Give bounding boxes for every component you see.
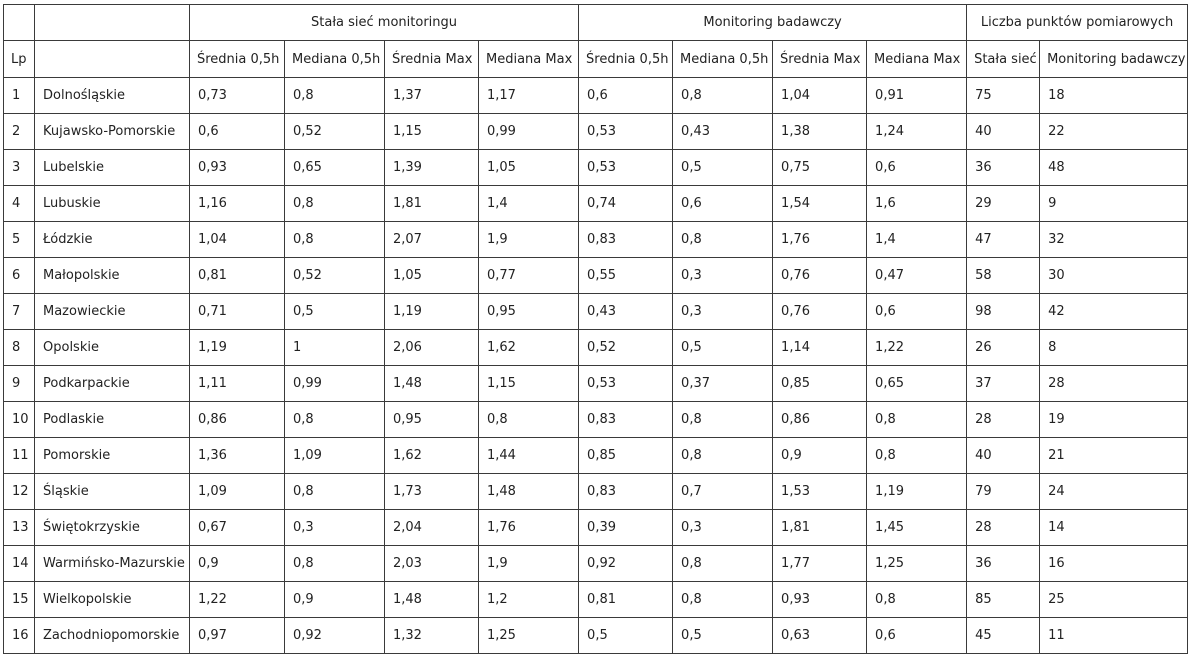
table-cell: 13 (4, 510, 35, 546)
table-cell: 0,8 (867, 402, 967, 438)
table-row (4, 510, 1188, 546)
column-header: Średnia 0,5h (190, 41, 285, 78)
table-cell: 0,63 (773, 618, 867, 654)
table-cell: 1,53 (773, 474, 867, 510)
table-cell: 0,9 (190, 546, 285, 582)
table-cell: 0,83 (579, 474, 673, 510)
table-cell: 1,25 (479, 618, 579, 654)
table-cell: 85 (967, 582, 1040, 618)
table-cell: 0,6 (867, 618, 967, 654)
table-cell: 25 (1040, 582, 1188, 618)
table-cell: Podkarpackie (35, 366, 190, 402)
table-cell: 40 (967, 114, 1040, 150)
table-cell: 28 (1040, 366, 1188, 402)
table-cell: 9 (4, 366, 35, 402)
table-cell: 1,19 (867, 474, 967, 510)
table-row (4, 438, 1188, 474)
table-cell: 4 (4, 186, 35, 222)
table-cell: 1,44 (479, 438, 579, 474)
table-cell: 0,8 (479, 402, 579, 438)
table-cell: 75 (967, 78, 1040, 114)
column-header: Monitoring badawczy (1040, 41, 1188, 78)
table-cell: 0,8 (867, 582, 967, 618)
table-cell: 1,38 (773, 114, 867, 150)
table-cell: Podlaskie (35, 402, 190, 438)
table-cell: 6 (4, 258, 35, 294)
table-cell: 1,22 (867, 330, 967, 366)
table-cell: 24 (1040, 474, 1188, 510)
table-cell: 0,75 (773, 150, 867, 186)
table-cell: 0,67 (190, 510, 285, 546)
table-cell: 0,8 (867, 438, 967, 474)
table-cell: Łódzkie (35, 222, 190, 258)
table-cell: 0,6 (190, 114, 285, 150)
column-header: Mediana Max (479, 41, 579, 78)
table-cell: 26 (967, 330, 1040, 366)
table-cell: 14 (1040, 510, 1188, 546)
table-cell: Świętokrzyskie (35, 510, 190, 546)
table-cell: 1,4 (867, 222, 967, 258)
table-cell: Dolnośląskie (35, 78, 190, 114)
table-cell: Śląskie (35, 474, 190, 510)
table-cell: 0,99 (285, 366, 385, 402)
table-cell: 0,43 (673, 114, 773, 150)
table-cell: 1,6 (867, 186, 967, 222)
table-cell: 0,5 (673, 330, 773, 366)
table-cell: 1,09 (285, 438, 385, 474)
table-cell: 0,39 (579, 510, 673, 546)
table-cell: 1,37 (385, 78, 479, 114)
table-cell: 0,3 (673, 258, 773, 294)
table-row (4, 618, 1188, 654)
table-cell: 2,04 (385, 510, 479, 546)
table-cell: 8 (4, 330, 35, 366)
table-row (4, 582, 1188, 618)
table-row (4, 546, 1188, 582)
table-cell: 0,93 (190, 150, 285, 186)
table-cell: 1,39 (385, 150, 479, 186)
table-cell: Lubuskie (35, 186, 190, 222)
table-cell: 0,53 (579, 114, 673, 150)
table-cell: 1,77 (773, 546, 867, 582)
group-header-row (4, 5, 1188, 41)
table-cell: 0,95 (385, 402, 479, 438)
table-cell: 1,45 (867, 510, 967, 546)
column-header: Średnia Max (385, 41, 479, 78)
table-cell: Kujawsko-Pomorskie (35, 114, 190, 150)
table-cell: 1,2 (479, 582, 579, 618)
table-row (4, 474, 1188, 510)
table-row (4, 330, 1188, 366)
table-cell: 1,19 (385, 294, 479, 330)
table-cell: 0,95 (479, 294, 579, 330)
table-cell: 22 (1040, 114, 1188, 150)
table-cell: 0,5 (285, 294, 385, 330)
table-cell: Warmińsko-Mazurskie (35, 546, 190, 582)
corner-cell (4, 5, 35, 41)
table-cell: 1,36 (190, 438, 285, 474)
table-cell: 0,8 (673, 78, 773, 114)
table-cell: 16 (4, 618, 35, 654)
table-cell: 1,81 (773, 510, 867, 546)
table-cell: 1,17 (479, 78, 579, 114)
table-cell: 1,9 (479, 546, 579, 582)
table-cell: 1,76 (479, 510, 579, 546)
table-cell: 0,5 (579, 618, 673, 654)
table-cell: 1,25 (867, 546, 967, 582)
table-cell: 58 (967, 258, 1040, 294)
table-cell: 10 (4, 402, 35, 438)
table-cell: Wielkopolskie (35, 582, 190, 618)
table-cell: 1,24 (867, 114, 967, 150)
table-cell: 0,71 (190, 294, 285, 330)
corner-cell (35, 5, 190, 41)
table-cell: 1,62 (479, 330, 579, 366)
table-cell: 0,74 (579, 186, 673, 222)
table-cell: 0,43 (579, 294, 673, 330)
table-cell: 0,8 (285, 546, 385, 582)
table-cell: 0,85 (579, 438, 673, 474)
table-cell: 1,11 (190, 366, 285, 402)
table-cell: 1,04 (190, 222, 285, 258)
table-cell: 30 (1040, 258, 1188, 294)
table-cell: 0,9 (285, 582, 385, 618)
table-cell: 1,15 (479, 366, 579, 402)
table-cell: 98 (967, 294, 1040, 330)
table-cell: 14 (4, 546, 35, 582)
column-header: Średnia Max (773, 41, 867, 78)
column-header: Mediana 0,5h (285, 41, 385, 78)
table-cell: 1,48 (385, 582, 479, 618)
column-header: Lp (4, 41, 35, 78)
table-cell: 0,86 (773, 402, 867, 438)
table-cell: 16 (1040, 546, 1188, 582)
table-cell: 0,8 (673, 582, 773, 618)
table-cell: 1,05 (385, 258, 479, 294)
table-cell: 29 (967, 186, 1040, 222)
table-cell: 2,03 (385, 546, 479, 582)
column-header-row (4, 41, 1188, 78)
table-cell: 0,6 (867, 294, 967, 330)
table-cell: 9 (1040, 186, 1188, 222)
table-cell: 0,47 (867, 258, 967, 294)
table-cell: 2 (4, 114, 35, 150)
table-cell: 0,6 (867, 150, 967, 186)
table-cell: Lubelskie (35, 150, 190, 186)
group-header-stala: Stała sieć monitoringu (190, 5, 579, 41)
table-cell: 0,3 (285, 510, 385, 546)
table-row (4, 402, 1188, 438)
column-header: Stała sieć (967, 41, 1040, 78)
monitoring-table (3, 4, 1188, 654)
table-row (4, 366, 1188, 402)
table-cell: 0,6 (579, 78, 673, 114)
table-cell: 0,52 (285, 114, 385, 150)
table-cell: 1,81 (385, 186, 479, 222)
table-cell: 1,09 (190, 474, 285, 510)
table-cell: Mazowieckie (35, 294, 190, 330)
table-cell: 0,37 (673, 366, 773, 402)
table-cell: 1,05 (479, 150, 579, 186)
table-cell: 1,48 (385, 366, 479, 402)
table-row (4, 150, 1188, 186)
table-cell: 0,8 (673, 402, 773, 438)
table-cell: 42 (1040, 294, 1188, 330)
table-cell: 45 (967, 618, 1040, 654)
column-header: Średnia 0,5h (579, 41, 673, 78)
table-cell: 79 (967, 474, 1040, 510)
table-cell: 0,93 (773, 582, 867, 618)
table-cell: 12 (4, 474, 35, 510)
table-cell: 8 (1040, 330, 1188, 366)
table-cell: 1,9 (479, 222, 579, 258)
table-cell: 0,85 (773, 366, 867, 402)
table-cell: 0,8 (285, 402, 385, 438)
table-cell: 21 (1040, 438, 1188, 474)
table-cell: 0,5 (673, 618, 773, 654)
column-header: Mediana Max (867, 41, 967, 78)
table-cell: 0,53 (579, 150, 673, 186)
table-cell: 36 (967, 546, 1040, 582)
table-cell: 0,76 (773, 294, 867, 330)
table-cell: 19 (1040, 402, 1188, 438)
table-cell: 1,04 (773, 78, 867, 114)
table-cell: 0,97 (190, 618, 285, 654)
table-cell: 36 (967, 150, 1040, 186)
table-cell: 0,77 (479, 258, 579, 294)
table-cell: 0,8 (285, 222, 385, 258)
table-cell: 48 (1040, 150, 1188, 186)
table-cell: 0,9 (773, 438, 867, 474)
table-row (4, 78, 1188, 114)
table-cell: 11 (1040, 618, 1188, 654)
table-cell: 1,22 (190, 582, 285, 618)
table-cell: 1,4 (479, 186, 579, 222)
table-cell: 2,07 (385, 222, 479, 258)
table-cell: 0,5 (673, 150, 773, 186)
table-cell: 1,14 (773, 330, 867, 366)
table-cell: 0,83 (579, 222, 673, 258)
table-cell: Małopolskie (35, 258, 190, 294)
table-cell: 1,15 (385, 114, 479, 150)
table-cell: 0,91 (867, 78, 967, 114)
table-cell: 0,52 (285, 258, 385, 294)
table-cell: 32 (1040, 222, 1188, 258)
table-cell: Pomorskie (35, 438, 190, 474)
table-row (4, 114, 1188, 150)
table-cell: 15 (4, 582, 35, 618)
table-cell: 0,53 (579, 366, 673, 402)
table-cell: 1 (285, 330, 385, 366)
table-cell: 0,83 (579, 402, 673, 438)
table-cell: 0,6 (673, 186, 773, 222)
table-cell: 0,86 (190, 402, 285, 438)
table-row (4, 222, 1188, 258)
table-cell: 1,73 (385, 474, 479, 510)
table-row (4, 186, 1188, 222)
table-cell: 0,92 (285, 618, 385, 654)
table-cell: 0,73 (190, 78, 285, 114)
table-cell: Opolskie (35, 330, 190, 366)
table-cell: 1,76 (773, 222, 867, 258)
table-cell: 0,7 (673, 474, 773, 510)
group-header-liczba: Liczba punktów pomiarowych (967, 5, 1188, 41)
table-cell: 0,8 (673, 546, 773, 582)
table-cell: 3 (4, 150, 35, 186)
table-cell: 0,65 (285, 150, 385, 186)
table-cell: 0,8 (285, 186, 385, 222)
table-cell: 1,32 (385, 618, 479, 654)
table-cell: 0,3 (673, 510, 773, 546)
table-cell: 1,54 (773, 186, 867, 222)
table-cell: 0,92 (579, 546, 673, 582)
table-cell: 28 (967, 402, 1040, 438)
table-cell: 18 (1040, 78, 1188, 114)
table-row (4, 258, 1188, 294)
table-cell: 0,3 (673, 294, 773, 330)
table-cell: 0,99 (479, 114, 579, 150)
table-cell: 37 (967, 366, 1040, 402)
table-cell: 1,48 (479, 474, 579, 510)
column-header: Mediana 0,5h (673, 41, 773, 78)
table-cell: 2,06 (385, 330, 479, 366)
table-cell: 5 (4, 222, 35, 258)
table-cell: 0,55 (579, 258, 673, 294)
table-cell: 0,8 (285, 78, 385, 114)
table-cell: 0,65 (867, 366, 967, 402)
column-header (35, 41, 190, 78)
table-cell: 40 (967, 438, 1040, 474)
table-cell: 47 (967, 222, 1040, 258)
table-cell: 0,8 (673, 222, 773, 258)
table-cell: Zachodniopomorskie (35, 618, 190, 654)
table-body (4, 78, 1188, 654)
group-header-monitoring: Monitoring badawczy (579, 5, 967, 41)
table-cell: 0,8 (673, 438, 773, 474)
table-cell: 28 (967, 510, 1040, 546)
table-row (4, 294, 1188, 330)
table-cell: 11 (4, 438, 35, 474)
table-cell: 7 (4, 294, 35, 330)
table-cell: 0,8 (285, 474, 385, 510)
table-cell: 1 (4, 78, 35, 114)
table-cell: 0,52 (579, 330, 673, 366)
table-cell: 1,62 (385, 438, 479, 474)
table-cell: 0,81 (190, 258, 285, 294)
table-cell: 1,16 (190, 186, 285, 222)
table-cell: 0,76 (773, 258, 867, 294)
table-cell: 1,19 (190, 330, 285, 366)
table-cell: 0,81 (579, 582, 673, 618)
